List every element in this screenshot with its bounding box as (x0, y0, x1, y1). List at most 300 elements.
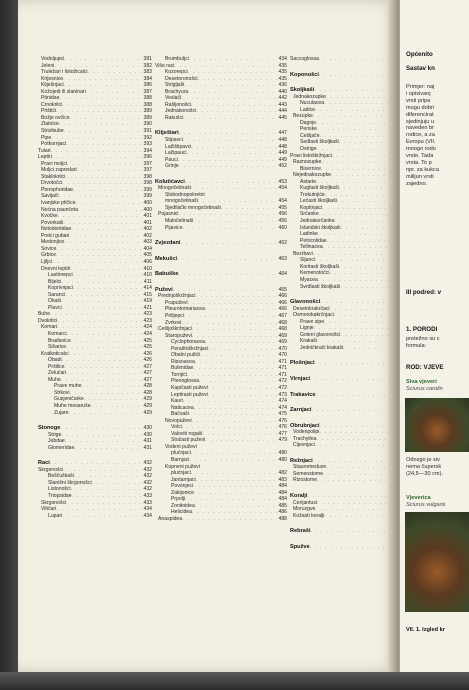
leader-dots (183, 115, 277, 122)
entry-term: Periske (300, 126, 317, 133)
entry-term: Plavci (48, 304, 62, 311)
entry-term: Jedničkrači krakaši (300, 344, 344, 351)
entry-page-number: 397 (143, 167, 152, 174)
entry-term: Moljci zapredari (41, 167, 77, 174)
entry-page-number: 431 (143, 438, 152, 445)
entry-term: Šišarice (48, 344, 67, 351)
index-entry (155, 225, 287, 232)
entry-term: Jubdae (48, 438, 65, 445)
entry-term: Muhe mesaruše (54, 402, 91, 409)
entry-term: Ladinke (300, 231, 318, 238)
entry-term: Staklokrilci (41, 173, 66, 180)
index-entry (290, 284, 402, 291)
entry-page-number: 432 (143, 473, 152, 480)
entry-term: Kožasti koralji (293, 512, 325, 519)
entry-term: Mnogočetinaši (158, 185, 191, 192)
index-gap (290, 449, 402, 458)
entry-term: Puževi (155, 286, 173, 293)
entry-page-number: 480 (278, 456, 287, 463)
entry-page-number: 393 (143, 141, 152, 148)
leader-dots (177, 256, 277, 263)
entry-term: Cijevnjaci (293, 442, 315, 449)
text-line: mogu dobri (406, 104, 434, 111)
entry-term: Koprivnjaci (48, 285, 73, 292)
entry-term: Štrkovi (54, 389, 70, 396)
entry-term: Prednjoškržnjaci (158, 293, 196, 300)
entry-page-number: 432 (143, 479, 152, 486)
index-gap (290, 63, 402, 72)
leader-dots (179, 163, 277, 170)
leader-dots (181, 240, 278, 247)
entry-term: Bezrbavi (293, 250, 313, 257)
entry-term: Lastinrepci (48, 272, 73, 279)
entry-page-number: 429 (143, 402, 152, 409)
entry-page-number: 424 (143, 324, 152, 331)
entry-page-number: 460 (278, 224, 287, 231)
entry-page-number: 469 (278, 339, 287, 346)
entry-term: Pterophoridae (41, 186, 74, 193)
index-gap (38, 451, 152, 460)
entry-term: Lignje (300, 325, 314, 332)
squirrel-photo-2 (405, 512, 469, 612)
entry-page-number: 449 (278, 150, 287, 157)
entry-term: Spužve (290, 543, 310, 550)
entry-term: Prave sipe (300, 318, 325, 325)
text-line: vrsti pripa (406, 97, 431, 104)
text-line: nema čupersk (406, 463, 442, 470)
index-page (18, 0, 398, 672)
entry-term: Muhe (48, 376, 61, 383)
entry-term: Žarnjaci (290, 407, 312, 414)
leader-dots (182, 516, 277, 523)
index-heading-entry (290, 376, 402, 383)
right-subheading: Sastav kn (406, 65, 435, 72)
leader-dots (316, 392, 392, 399)
index-entry (290, 345, 402, 352)
entry-term: Rakušci (165, 114, 184, 121)
entry-page-number: 454 (278, 198, 287, 205)
entry-term: Jednakorčanke (300, 218, 335, 225)
entry-page-number: 463 (278, 255, 287, 262)
entry-term: Jednakozupke (293, 93, 326, 100)
entry-term: Gusjeničarke (54, 396, 84, 403)
entry-page-number: 431 (143, 444, 152, 451)
entry-page-number: 445 (278, 114, 287, 121)
entry-page-number: 388 (143, 101, 152, 108)
entry-term: Leptiri (38, 154, 52, 161)
entry-term: Želučari (48, 370, 67, 377)
leader-dots (74, 445, 142, 452)
entry-term: Crnokrilci (41, 101, 63, 108)
entry-term: Strige (48, 431, 62, 438)
leader-dots (343, 345, 392, 352)
index-entry (155, 115, 287, 122)
text-line: Odozgo je siv (406, 457, 440, 463)
entry-page-number: 472 (278, 378, 287, 385)
entry-page-number: 427 (143, 370, 152, 377)
index-entry (38, 513, 152, 520)
index-heading-entry (290, 360, 402, 367)
entry-term: Dnevni leptiri (41, 265, 71, 272)
entry-page-number: 394 (143, 147, 152, 154)
entry-term: Svrdlasti školjkaši (300, 283, 341, 290)
entry-term: Obalni pužići (171, 352, 201, 359)
leader-dots (310, 376, 392, 383)
entry-term: Ptenoglossa (171, 378, 200, 385)
entry-term: Pravi listoškržnjaci (290, 152, 332, 159)
entry-page-number: 423 (143, 311, 152, 318)
entry-term: Zakijonice (171, 489, 194, 496)
entry-page-number: 448 (278, 143, 287, 150)
entry-term: Veslači (165, 95, 182, 102)
entry-term: plućnjaci (171, 450, 191, 457)
right-order-text (406, 336, 440, 350)
leader-dots (311, 407, 392, 414)
index-gap (290, 519, 402, 528)
entry-term: Naticacea (171, 404, 194, 411)
leader-dots (68, 410, 142, 417)
entry-term: Pleurotomariacea (165, 306, 205, 313)
entry-term: Dvokrilci (38, 317, 58, 324)
entry-term: Kratkoticalci (41, 350, 69, 357)
entry-term: Koritasti školjkaši (300, 263, 340, 270)
entry-term: Anaspidea (158, 515, 183, 522)
entry-term: Bradavice (48, 337, 71, 344)
entry-term: Lažištipavci (165, 143, 192, 150)
entry-page-number: 432 (143, 486, 152, 493)
text-line: i opisivanj (406, 90, 431, 97)
index-gap (290, 351, 402, 360)
entry-term: Moruzgve (293, 506, 316, 513)
entry-page-number: 436 (278, 82, 287, 89)
entry-term: Povorkaši (41, 219, 64, 226)
entry-term: Šljanci (300, 257, 316, 264)
right-caption: VII. 1. Izgled kr (406, 627, 445, 633)
entry-term: Goleni glavonošci (300, 331, 341, 338)
entry-term: Glomeridae (48, 444, 75, 451)
text-line: diferencirat (406, 111, 434, 118)
entry-page-number: 440 (278, 88, 287, 95)
entry-term: Prilijepci (165, 312, 184, 319)
entry-page-number: 447 (278, 130, 287, 137)
entry-page-number: 467 (278, 312, 287, 319)
entry-page-number: 427 (143, 376, 152, 383)
entry-term: Kvočke (41, 213, 58, 220)
entry-page-number: 466 (278, 299, 287, 306)
entry-term: Tulari (38, 147, 51, 154)
index-entry (155, 516, 287, 523)
entry-page-number: 479 (278, 437, 287, 444)
text-line: npr. za kukca (406, 166, 439, 173)
entry-term: Češljače (300, 132, 320, 139)
entry-term: Sjedilački mnogočetinaši (165, 204, 221, 211)
entry-term: Lažipauci (165, 150, 187, 157)
entry-term: Šaranci (48, 291, 66, 298)
entry-page-number: 404 (143, 245, 152, 252)
leader-dots (315, 360, 392, 367)
entry-page-number: 455 (278, 204, 287, 211)
leader-dots (311, 528, 392, 535)
entry-page-number: 426 (143, 357, 152, 364)
entry-page-number: 476 (278, 417, 287, 424)
entry-page-number: 429 (143, 409, 152, 416)
entry-term: Potkornjaci (41, 141, 67, 148)
entry-page-number: 483 (278, 476, 287, 483)
entry-page-number: 449 (278, 156, 287, 163)
entry-term: Grinje (165, 163, 179, 170)
entry-page-number: 444 (278, 108, 287, 115)
entry-page-number: 388 (143, 95, 152, 102)
entry-term: Prave muhe (54, 383, 82, 390)
entry-term: Trakavice (290, 391, 316, 398)
text-line: Primjer: naj (406, 84, 435, 90)
entry-page-number: 425 (143, 337, 152, 344)
entry-term: Strigljaši (165, 82, 185, 89)
entry-term: Vodenpolipi (293, 429, 320, 436)
entry-term: Prpolji (171, 496, 186, 503)
entry-term: plućnjaci (171, 470, 191, 477)
entry-term: Grbice (41, 252, 57, 259)
entry-page-number: 476 (278, 424, 287, 431)
entry-term: Petricolidae (300, 237, 327, 244)
entry-term: Babuške (155, 271, 179, 278)
table-edge (0, 672, 469, 690)
entry-term: Tellinacea (300, 244, 323, 251)
entry-term: Bezupke (293, 113, 313, 120)
index-entry (38, 410, 152, 417)
entry-page-number: 471 (278, 358, 287, 365)
entry-page-number: 433 (143, 493, 152, 499)
entry-term: Noćna paunčeta (41, 206, 79, 213)
entry-page-number: 432 (143, 460, 152, 467)
entry-page-number: 480 (278, 450, 287, 457)
entry-term: Lećasti školjkaši (300, 198, 337, 205)
index-gap (155, 231, 287, 240)
entry-page-number: 400 (143, 206, 152, 213)
leader-dots (319, 56, 392, 63)
right-species-1-latin: Sciurus carolin (406, 386, 443, 392)
right-intro-text (406, 84, 439, 188)
entry-page-number: 477 (278, 430, 287, 437)
entry-term: Bisernice (300, 165, 321, 172)
entry-term: Plošnjaci (290, 360, 315, 367)
text-line: naveden br (406, 125, 434, 132)
entry-page-number: 383 (143, 69, 152, 76)
entry-term: Slanišni škrgonošci (48, 479, 92, 486)
entry-page-number: 433 (143, 499, 152, 506)
entry-term: Štipavci (165, 137, 183, 144)
entry-term: Brachyura (165, 88, 189, 95)
right-section: III podred: v (406, 289, 442, 296)
entry-page-number: 465 (278, 286, 287, 293)
entry-term: Zvjezdani (155, 240, 181, 247)
entry-term: Režnjaci (290, 457, 313, 464)
entry-page-number: 448 (278, 137, 287, 144)
entry-page-number: 434 (278, 56, 287, 62)
index-gap (155, 262, 287, 271)
entry-term: Kuglasti školjkaši (300, 185, 339, 192)
entry-term: Slobodnopokretni (165, 191, 205, 198)
entry-term: Ptinidae (41, 95, 60, 102)
entry-page-number: 435 (278, 69, 287, 76)
entry-term: Beščuškaši (48, 473, 74, 480)
entry-page-number: 392 (143, 134, 152, 141)
entry-term: Kapičasti puževi (171, 384, 208, 391)
entry-term: Tornjići (171, 371, 187, 378)
entry-term: Mekušci (155, 255, 178, 262)
entry-page-number: 403 (143, 239, 152, 246)
entry-term: Barnjaci (171, 456, 190, 463)
entry-page-number: 400 (143, 200, 152, 207)
entry-page-number: 428 (143, 389, 152, 396)
index-entry (290, 513, 402, 520)
entry-term: Pojasnici (158, 211, 179, 218)
entry-page-number: 419 (143, 298, 152, 305)
entry-page-number: 468 (278, 319, 287, 326)
entry-term: Nuculacea (300, 100, 325, 107)
entry-page-number: 484 (278, 483, 287, 490)
entry-term: Okaši (48, 298, 62, 305)
entry-term: Desetoronošci (165, 75, 198, 82)
entry-page-number: 415 (143, 291, 152, 298)
entry-term: Lupari (48, 512, 63, 519)
entry-term: Leptirasti puževi (171, 391, 208, 398)
leader-dots (317, 477, 392, 484)
index-heading-entry (155, 240, 287, 247)
index-gap (290, 383, 402, 392)
entry-term: Pijavice (165, 224, 183, 231)
entry-term: Povonjeci (171, 483, 194, 490)
entry-term: Rašljonošci (165, 101, 192, 108)
entry-term: Cerijantusi (293, 499, 318, 506)
entry-page-number: 466 (278, 293, 287, 300)
entry-page-number: 399 (143, 186, 152, 193)
entry-term: Vodoljupci (41, 56, 65, 62)
index-column-2 (155, 56, 287, 522)
entry-term: Jednakonošci (165, 108, 197, 115)
entry-term: Ladice (300, 106, 316, 113)
entry-page-number: 410 (143, 265, 152, 272)
text-line: milijun vrsti (406, 173, 434, 180)
entry-page-number: 471 (278, 371, 287, 378)
entry-page-number: 399 (143, 193, 152, 200)
entry-term: Bijelci (48, 278, 62, 285)
entry-page-number: 421 (143, 304, 152, 311)
entry-page-number: 434 (143, 506, 152, 513)
text-line: vrsta. To p (406, 159, 432, 166)
entry-page-number: 454 (278, 185, 287, 192)
entry-term: Desetokrakrčaci (293, 305, 330, 312)
entry-page-number: 482 (278, 470, 287, 477)
index-gap (290, 367, 402, 376)
entry-page-number: 391 (143, 128, 152, 135)
entry-page-number: 462 (278, 240, 287, 247)
leader-dots (205, 437, 277, 444)
entry-term: Bačvaši (171, 411, 189, 418)
entry-term: Virnjaci (290, 375, 311, 382)
entry-page-number: 435 (278, 75, 287, 82)
entry-term: mnogočetinaši (165, 198, 198, 205)
entry-term: Savijači (41, 193, 59, 200)
index-gap (290, 78, 402, 87)
entry-page-number: 411 (143, 278, 152, 285)
entry-term: Peraštoškržnjaci (171, 345, 209, 352)
entry-page-number: 397 (143, 160, 152, 167)
entry-term: Zvrkovi (165, 319, 182, 326)
entry-page-number: 468 (278, 326, 287, 333)
entry-term: Više raci (155, 62, 175, 69)
entry-term: Maločetinaši (165, 218, 194, 225)
entry-page-number: 405 (143, 252, 152, 259)
squirrel-photo-1 (405, 398, 469, 452)
entry-term: Buhe (38, 311, 50, 318)
index-heading-entry (290, 544, 402, 551)
right-species-1-text (406, 457, 443, 478)
entry-term: Zlatnice (41, 121, 59, 128)
index-column-1 (38, 56, 152, 519)
text-line: rodice, a za (406, 132, 435, 139)
entry-page-number: 382 (143, 62, 152, 69)
entry-term: Staropuževi (165, 332, 192, 339)
entry-term: Strizibube (41, 128, 64, 135)
entry-page-number: 414 (143, 285, 152, 292)
entry-term: Pauci (165, 156, 178, 163)
entry-term: Kauri (171, 398, 183, 405)
entry-term: Stauromeduze (293, 464, 327, 471)
entry-page-number: 484 (278, 496, 287, 503)
entry-page-number: 470 (278, 352, 287, 359)
text-line: formula: (406, 342, 427, 349)
entry-page-number: 429 (143, 396, 152, 403)
entry-term: Prelci gubari (41, 232, 70, 239)
entry-term: Češljoškržnjaci (158, 326, 192, 333)
entry-term: Dagnje (300, 119, 317, 126)
index-heading-entry (155, 256, 287, 263)
index-gap (155, 121, 287, 130)
index-gap (155, 247, 287, 256)
text-line: mnogo rodo (406, 146, 436, 153)
entry-term: Božje ovčice (41, 114, 70, 121)
entry-term: Triopsidae (48, 493, 72, 499)
index-entry (290, 442, 402, 449)
right-species-2: Vjeverica (406, 495, 431, 501)
entry-page-number: 389 (143, 114, 152, 121)
leader-dots (315, 442, 392, 449)
text-line: Evropu (VII. (406, 139, 436, 146)
entry-page-number: 424 (143, 330, 152, 337)
entry-term: Kemenotočci (300, 270, 330, 277)
entry-page-number: 423 (143, 317, 152, 324)
entry-page-number: 401 (143, 219, 152, 226)
entry-term: Kožojedi ili slaninari (41, 88, 86, 95)
index-heading-entry (290, 392, 402, 399)
entry-term: Vodeni puževi (165, 443, 197, 450)
entry-term: Kozorepci (165, 69, 188, 76)
entry-term: Glavonošci (290, 299, 321, 306)
entry-term: Obrubnjaci (290, 422, 320, 429)
text-line: pretežno su c (406, 336, 440, 342)
entry-term: Kopitnjaci (300, 204, 323, 211)
entry-term: Cyclophoracea (171, 339, 205, 346)
entry-term: Listonošci (48, 486, 71, 493)
entry-term: Ivanjske ptičice (41, 200, 76, 207)
entry-term: Myacea (300, 276, 318, 283)
entry-term: Trokutnjiće (300, 191, 325, 198)
entry-term: Ostrige (300, 146, 317, 153)
index-entry (155, 163, 287, 170)
entry-page-number: 473 (278, 391, 287, 398)
entry-term: Komarci (48, 330, 67, 337)
